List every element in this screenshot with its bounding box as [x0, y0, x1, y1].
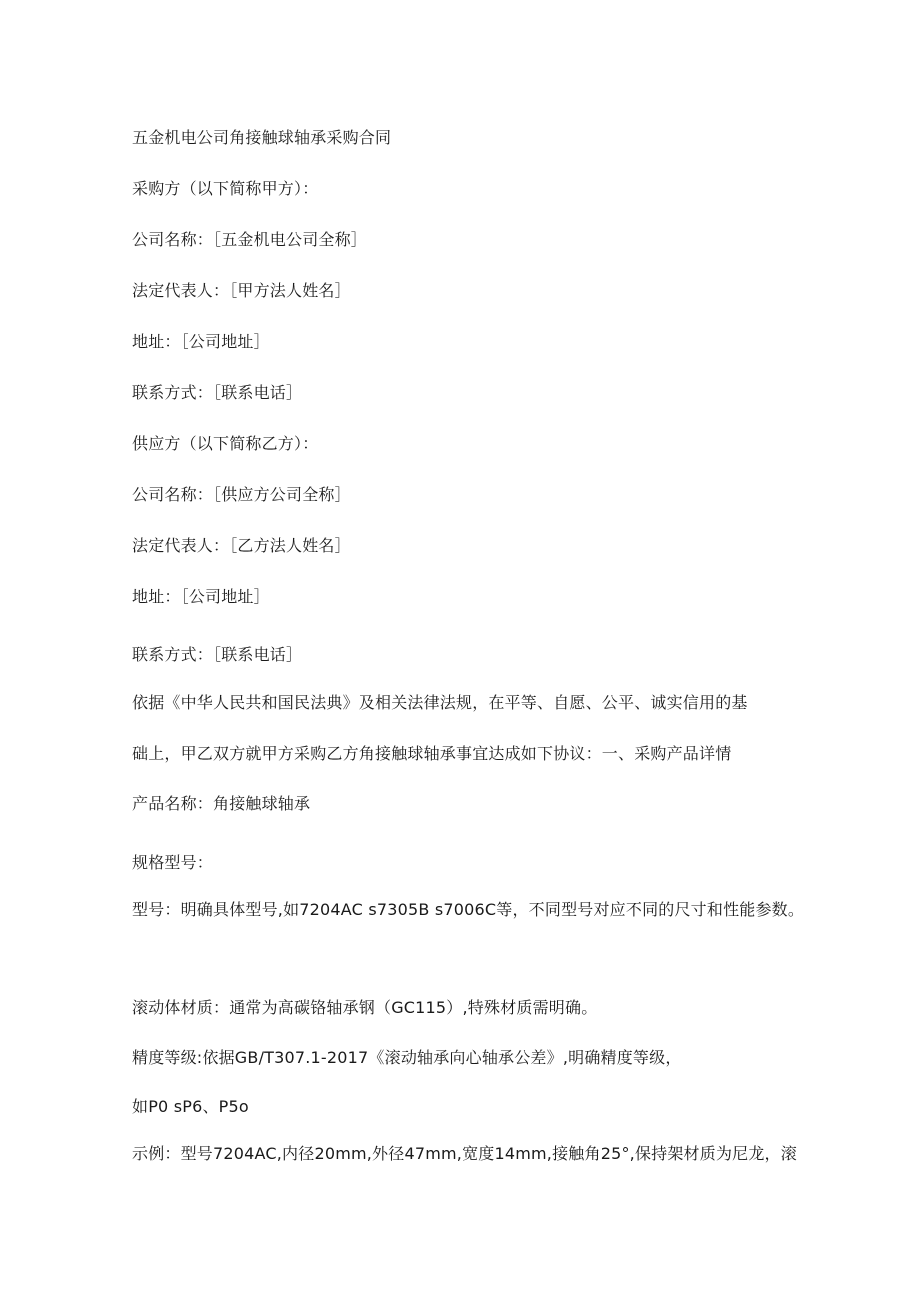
product-name: 产品名称：角接触球轴承: [132, 794, 311, 813]
rolling-material: 滚动体材质：通常为高碳铬轴承钢（GC115）,特殊材质需明确。: [132, 998, 598, 1017]
example-line: 示例：型号7204AC,内径20mm,外径47mm,宽度14mm,接触角25°,保持架材质为尼龙，滚: [132, 1144, 797, 1163]
supplier-contact: 联系方式：［联系电话］: [132, 645, 303, 664]
model-line: 型号：明确具体型号,如7204AC s7305B s7006C等，不同型号对应不同的尺寸和性能参数。: [132, 900, 805, 919]
supplier-heading: 供应方（以下简称乙方）：: [132, 434, 319, 453]
precision-line-1: 精度等级:依据GB/T307.1-2017《滚动轴承向心轴承公差》,明确精度等级，: [132, 1048, 682, 1067]
preamble-line-1: 依据《中华人民共和国民法典》及相关法律法规，在平等、自愿、公平、诚实信用的基: [132, 693, 748, 712]
buyer-contact: 联系方式：［联系电话］: [132, 383, 303, 402]
buyer-legal-rep: 法定代表人：［甲方法人姓名］: [132, 281, 351, 300]
supplier-company-name: 公司名称：［供应方公司全称］: [132, 485, 351, 504]
supplier-address: 地址：［公司地址］: [132, 587, 270, 606]
preamble-line-2: 础上，甲乙双方就甲方采购乙方角接触球轴承事宜达成如下协议：一、采购产品详情: [132, 744, 732, 763]
buyer-address: 地址：［公司地址］: [132, 332, 270, 351]
spec-heading: 规格型号：: [132, 853, 214, 872]
supplier-legal-rep: 法定代表人：［乙方法人姓名］: [132, 536, 351, 555]
document-title: 五金机电公司角接触球轴承采购合同: [132, 128, 392, 147]
buyer-company-name: 公司名称：［五金机电公司全称］: [132, 230, 368, 249]
precision-line-2: 如P0 sP6、P5o: [132, 1097, 249, 1116]
buyer-heading: 采购方（以下简称甲方）：: [132, 179, 319, 198]
